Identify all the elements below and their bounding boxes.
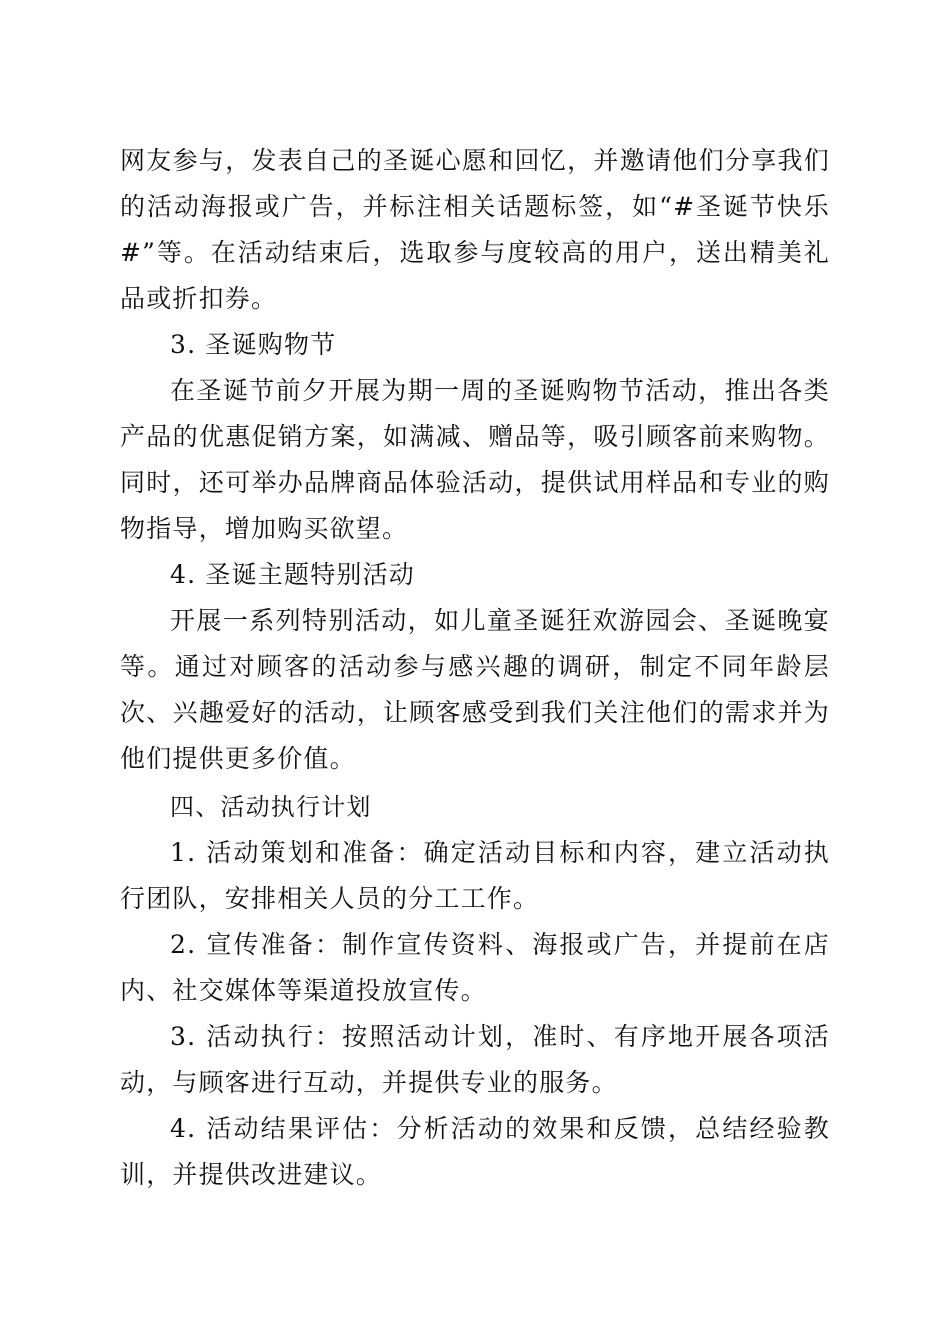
paragraph-special-events: 开展一系列特别活动，如儿童圣诞狂欢游园会、圣诞晚宴等。通过对顾客的活动参与感兴趣的调研，制定不同年龄层次、兴趣爱好的活动，让顾客感受到我们关注他们的需求并为他们提供更多价值。 xyxy=(120,606,830,773)
section-heading-execution-plan: 四、活动执行计划 xyxy=(170,793,372,821)
paragraph-wishes-continuation: 网友参与，发表自己的圣诞心愿和回忆，并邀请他们分享我们的活动海报或广告，并标注相关话题标签，如“#圣诞节快乐#”等。在活动结束后，选取参与度较高的用户，送出精美礼品或折扣券。 xyxy=(120,146,830,313)
subheading-christmas-shopping-festival: 3. 圣诞购物节 xyxy=(170,330,337,359)
paragraph-event-execution: 3. 活动执行：按照活动计划，准时、有序地开展各项活动，与顾客进行互动，并提供专业的服务。 xyxy=(120,1022,830,1097)
paragraph-result-evaluation: 4. 活动结果评估：分析活动的效果和反馈，总结经验教训，并提供改进建议。 xyxy=(120,1114,830,1189)
subheading-themed-special-events: 4. 圣诞主题特别活动 xyxy=(170,560,416,589)
paragraph-planning-preparation: 1. 活动策划和准备：确定活动目标和内容，建立活动执行团队，安排相关人员的分工工作。 xyxy=(120,838,830,913)
paragraph-shopping-festival: 在圣诞节前夕开展为期一周的圣诞购物节活动，推出各类产品的优惠促销方案，如满减、赠品等，吸引顾客前来购物。同时，还可举办品牌商品体验活动，提供试用样品和专业的购物指导，增加购买欲望。 xyxy=(120,376,830,543)
document-body xyxy=(120,138,830,1198)
paragraph-promotion-preparation: 2. 宣传准备：制作宣传资料、海报或广告，并提前在店内、社交媒体等渠道投放宣传。 xyxy=(120,930,830,1005)
